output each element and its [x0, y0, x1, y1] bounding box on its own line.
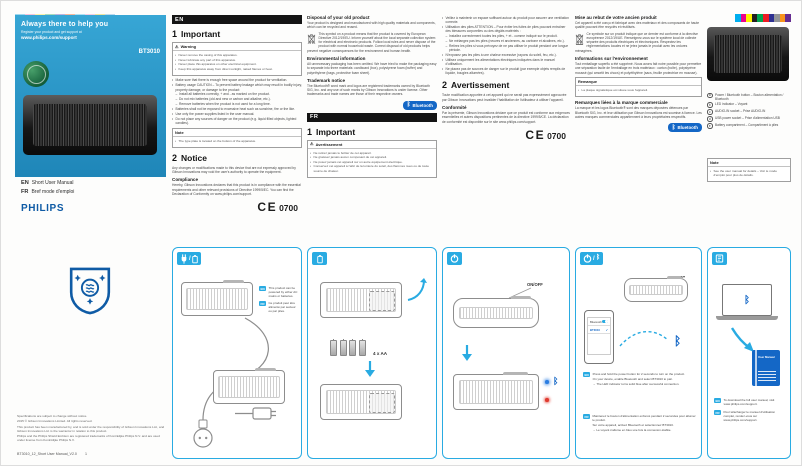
section-title: Notice — [181, 152, 207, 163]
aa-battery — [340, 340, 347, 356]
ce-letters: CE — [525, 127, 546, 142]
bluetooth-rune-icon: ᛒ — [671, 124, 676, 131]
lang-tag-en: EN — [715, 398, 720, 403]
cover-panel — [15, 15, 166, 455]
notice-paragraph-fr: Toute modification apportée à cet appareil qui ne serait pas expressément approuvée par Gibson Innovations peut invalider l'habilitation de l'utilisateur à utiliser l'appareil. — [442, 93, 567, 102]
manual-title-fr — [21, 189, 166, 195]
power-switch — [511, 296, 531, 299]
manual-title-en — [21, 180, 166, 186]
bullet-item: • Utilisez uniquement les alimentations électriques indiquées dans le manuel d'utilisation. — [442, 58, 570, 67]
note-box-header — [173, 129, 301, 137]
next-step-arrow — [459, 344, 475, 362]
warning-title: Warning — [180, 44, 197, 49]
disposal-paragraph-2-text: This symbol on a product means that the product is covered by European Directive 2012/19/EU. Inform yourself about the local separate collection system for electrical and electronic products. Follow local rules and never dispose of the product with normal household waste. Correct disposal of old products helps prevent negative consequences for the environment and human health. — [307, 31, 436, 53]
panel-battery-install — [307, 247, 437, 459]
note-title: Note — [710, 159, 719, 165]
remarque-title: Remarque — [578, 79, 598, 85]
warning-item: • Never remove the casing of this apparatus. — [175, 53, 299, 57]
environment-heading: Environmental information — [307, 55, 366, 61]
step-line: Maintenez le bouton d'alimentation enfoncé pendant 2 secondes pour allumer le produit. — [592, 414, 696, 423]
warning-box-fr — [307, 140, 437, 178]
environment-paragraph: All unnecessary packaging has been omitted. We have tried to make the packaging easy to separate into three materials: cardboard (box), polystyrene foam (buffer) and polyethylene (bags, protective foam sheet). — [307, 61, 437, 75]
speaker-grille — [186, 288, 248, 310]
step-text-fr — [714, 410, 786, 422]
paired-device-name: BT3010 — [590, 327, 600, 332]
warning-item: • Ne graissez jamais aucun composant de cet appareil. — [310, 155, 434, 159]
bullet-item: • N'exposez pas les piles à une chaleur excessive (rayons du soleil, feu, etc.). — [442, 53, 570, 57]
led-indicator-blue — [545, 380, 549, 384]
note-title: Note — [175, 129, 184, 135]
panel-header-icon — [312, 252, 327, 265]
power-button — [667, 276, 682, 279]
section-title: Avertissement — [451, 80, 510, 91]
speaker-front-illustration — [453, 374, 539, 410]
bullet-item: • Ne placez pas de sources de danger sur le produit (par exemple objets remplis de liquide, bougies allumées). — [442, 67, 570, 76]
warning-icon: ⚠ — [175, 43, 179, 49]
note-box-body — [708, 167, 790, 181]
legend-label: USB power socket – Prise d'alimentation USB — [715, 116, 780, 120]
legal-text-block — [17, 415, 165, 444]
slash-separator: / — [189, 255, 191, 262]
section-title: Important — [316, 126, 356, 137]
speaker-grille — [459, 380, 533, 403]
speaker-top-illustration — [624, 278, 688, 302]
overview-note-box — [707, 158, 791, 182]
badge-ring — [27, 65, 46, 84]
bullet-item: • Batteries shall not be exposed to excessive heat such as sunshine, fire or the like. — [172, 107, 302, 111]
warning-icon: ⚠ — [310, 141, 314, 147]
section-number: 1 — [172, 29, 178, 39]
cover-blue-block — [15, 15, 166, 177]
legend-key: a — [708, 93, 711, 98]
section-heading-avertissement — [442, 80, 570, 90]
bullet-item: – Installez correctement toutes les piles, + et - comme indiqué sur le produit. — [442, 34, 570, 38]
remarque-item: • La plaque signalétique est située sous l'appareil. — [578, 88, 699, 92]
philips-shield-emblem — [69, 267, 111, 320]
legend-key: d — [708, 116, 711, 121]
panel-header-icon — [712, 252, 727, 265]
panel-header-icon — [177, 252, 201, 265]
safety-bullets-en — [172, 78, 302, 125]
legend-item — [707, 93, 791, 101]
smartphone-illustration — [584, 310, 614, 364]
bluetooth-rune-icon: ᛒ — [674, 334, 682, 348]
ce-number: 0700 — [279, 203, 298, 214]
trademark-heading: Trademark notice — [307, 77, 346, 83]
battery-door — [369, 393, 395, 413]
lang-tag-fr: FR — [584, 414, 589, 419]
step-line: Sur votre appareil, activez Bluetooth et sélectionnez BT3010. — [592, 423, 674, 428]
speaker-back-illustration — [320, 384, 402, 420]
panel-header-icon — [447, 252, 462, 265]
document-code — [17, 452, 87, 456]
slash-separator: / — [593, 255, 595, 262]
remarque-box — [575, 77, 702, 97]
bluetooth-rune-icon: ᛒ — [744, 294, 750, 306]
legend-label: AUDIO-IN socket – Prise AUDIO-IN — [715, 109, 766, 113]
compliance-heading: Compliance — [172, 177, 199, 183]
column-en-important — [172, 15, 302, 239]
pairing-text-fr — [583, 414, 696, 433]
speaker-buttons — [255, 368, 276, 371]
bullet-item: • Use only the power supplies listed in the user manual. — [172, 112, 302, 116]
ce-letters: CE — [257, 200, 278, 215]
shield-icon — [69, 267, 111, 315]
speaker-buttons — [503, 372, 528, 375]
column-fr-avertissement — [442, 15, 570, 239]
legal-line: Philips and the Philips Shield Emblem are registered trademarks of Koninklijke Philips N.V. and are used under license from Koninklijke Philips N.V. — [17, 433, 160, 442]
step-text-en — [259, 286, 299, 298]
step-lines — [593, 372, 685, 387]
aa-battery — [349, 340, 356, 356]
page-number: 1 — [84, 452, 87, 456]
philips-wordmark: PHILIPS — [21, 203, 65, 214]
power-icon — [450, 254, 459, 263]
step-line: This product can be powered by either AC mains or batteries. — [268, 286, 298, 299]
disposal-paragraph-2 — [307, 32, 437, 53]
panel-header-icon — [580, 252, 603, 265]
environnement-heading: Informations sur l'environnement — [575, 55, 648, 61]
speaker-illustration — [181, 282, 253, 316]
legend-item — [707, 123, 791, 129]
legend-key: e — [708, 123, 711, 128]
register-text: Register your product and get support at — [21, 30, 82, 34]
led-indicator-red — [545, 398, 549, 402]
step-lines — [593, 414, 697, 433]
step-line: → The LED indicator turns solid blue after successful connection. — [592, 382, 680, 387]
bullet-item: – Install all batteries correctly, + and - as marked on the product. — [172, 92, 302, 96]
legend-item — [707, 102, 791, 108]
rebut-heading: Mise au rebut de votre ancien produit — [575, 15, 657, 20]
bullet-item: – Ne mélangez pas les piles (neuves et anciennes, au carbone et alcalines, etc.). — [442, 39, 570, 43]
bullet-item: • Do not place any sources of danger on the product (e.g. liquid filled objects, lighted candles). — [172, 117, 302, 126]
section-number: 2 — [442, 80, 448, 91]
panel-power-source — [172, 247, 302, 459]
bluetooth-toggle — [602, 320, 608, 323]
warning-box-body — [173, 51, 301, 75]
bluetooth-wordmark: Bluetooth — [677, 125, 698, 131]
step-text-fr — [259, 301, 299, 313]
panel-power-on — [442, 247, 570, 459]
weee-bin-icon — [307, 33, 316, 45]
step-line: To download the full user manual, visit www.philips.com/support. — [723, 398, 775, 407]
pairing-waves — [618, 322, 670, 352]
bluetooth-badge — [403, 101, 437, 110]
step-line: Ce produit peut être alimenté par secteur ou par piles. — [268, 301, 296, 314]
weee-bin-icon — [575, 33, 584, 45]
book-pages — [758, 371, 776, 381]
warning-box-body — [308, 149, 436, 177]
section-number: 2 — [172, 152, 178, 163]
note-item: • See the user manual for details – Voir le mode d'emploi pour plus de détails. — [710, 169, 788, 177]
insert-arrow — [362, 360, 378, 378]
support-url: www.philips.com/support — [21, 35, 77, 40]
section-title: Important — [181, 29, 221, 39]
product-render-speaker — [707, 27, 789, 81]
speaker-buttons — [223, 280, 244, 283]
cover-tagline: Always there to help you — [21, 21, 109, 28]
warning-box-en — [172, 42, 302, 76]
step-line: Pour télécharger le manuel d'utilisation complet, rendez-vous sur www.philips.com/support. — [723, 410, 776, 423]
book-spine — [755, 350, 757, 386]
laptop-base — [716, 316, 778, 320]
battery-count-label: 4 x AA — [373, 351, 388, 356]
phone-device-row — [588, 326, 610, 334]
language-tab-fr: FR — [307, 113, 437, 122]
pairing-text-en — [583, 372, 696, 387]
ce-number: 0700 — [547, 130, 566, 141]
notice-paragraph-en: Any changes or modifications made to this device that are not expressly approved by Gibson Innovations may void the user's authority to operate the equipment. — [172, 165, 296, 175]
legend-item — [707, 109, 791, 115]
speaker-back-illustration — [320, 282, 402, 318]
compliance-paragraph: Hereby, Gibson Innovations declares that this product is in compliance with the essential requirements and other relevant provisions of Directive 1999/5/EC. You can find the Declaration of Conformity on www.philips.com/support. — [172, 183, 301, 196]
battery-icon — [317, 254, 323, 264]
ce-mark-en — [172, 200, 298, 214]
legend-label: Power / Bluetooth button – Bouton alimentation / Bluetooth — [715, 92, 784, 101]
conformite-paragraph: Par la présente, Gibson Innovations déclare que ce produit est conforme aux exigences essentielles et autres dispositions pertinentes de la directive 1999/5/CE. La déclaration de conformité est disponible sur le site www.philips.com/support. — [442, 110, 570, 124]
user-manual-label: User Manual — [758, 355, 775, 359]
safety-bullets-fr — [442, 16, 570, 76]
bluetooth-rune-icon: ᛒ — [406, 102, 411, 109]
step-text-fr — [583, 414, 696, 433]
section-number: 1 — [307, 126, 313, 137]
legal-line: This product has been manufactured by, and is sold under the responsibility of Gibson Innovations Ltd., and Gibson Innovations Ltd. is the warrantor in relation to this product. — [17, 424, 165, 433]
step-text-en — [583, 372, 696, 387]
bluetooth-setting-label: Bluetooth — [590, 319, 602, 324]
disposal-heading: Disposal of your old product — [307, 15, 370, 20]
battery-icon — [192, 254, 198, 264]
legal-line: Specifications are subject to change without notice. — [17, 414, 88, 418]
section-heading-notice-en — [172, 153, 302, 163]
lang-tag-fr: FR — [715, 410, 720, 415]
warning-box-header — [308, 141, 436, 149]
rebut-paragraph-2 — [575, 32, 702, 53]
warning-item: • Conservez cet appareil à l'abri de la lumière du soleil, des flammes nues ou de toute source de chaleur. — [310, 164, 434, 172]
ce-mark-fr — [442, 128, 566, 142]
column-fr-rebut — [575, 15, 702, 239]
lang-tag-en: EN — [584, 372, 589, 377]
speaker-grille — [629, 285, 684, 295]
bullet-item: • Battery usage CAUTION – To prevent battery leakage which may result in bodily injury, property damage, or damage to the product: — [172, 83, 302, 92]
marque-paragraph: La marque et les logos Bluetooth® sont des marques déposées détenues par Bluetooth SIG, Inc. et leur utilisation par Gibson Innovations est soumise à licence. Les autres marques commerciales appartiennent à leurs propriétaires respectifs. — [575, 106, 702, 119]
lang-code-en: EN — [21, 180, 29, 186]
speaker-illustration — [213, 370, 285, 404]
phone-screen — [587, 317, 611, 355]
warning-title: Avertissement — [315, 141, 343, 147]
manual-text-en — [714, 398, 786, 422]
speaker-grille — [714, 35, 782, 73]
aa-battery — [330, 340, 337, 356]
column-product-overview — [707, 15, 791, 239]
bluetooth-rune-icon: ᛒ — [596, 254, 601, 262]
section-heading-important-fr — [307, 127, 437, 137]
language-tab-en: EN — [172, 15, 302, 24]
phone-bluetooth-row — [588, 318, 610, 326]
step-line: → Le voyant s'allume en bleu une fois la connexion établie. — [592, 428, 672, 433]
lang-tag-fr: FR — [260, 301, 265, 306]
note-box-en — [172, 128, 302, 148]
disposal-paragraph-1: Your product is designed and manufactured with high quality materials and components, which can be recycled and reused. — [307, 21, 436, 30]
note-box-header — [708, 159, 790, 167]
bluetooth-rune-icon: ᛒ — [553, 376, 559, 386]
panel-bluetooth-pairing — [575, 247, 702, 459]
step-text-en — [714, 398, 786, 406]
onoff-label: ON/OFF — [527, 282, 543, 287]
step-line: Press and hold the power button for 2 seconds to turn on the product. — [592, 372, 685, 376]
conformite-heading: Conformité — [442, 104, 467, 110]
lang-code-fr: FR — [21, 189, 29, 195]
power-step-text — [259, 286, 299, 313]
speaker-grille — [33, 104, 147, 146]
warning-item: • Ne retirez jamais le boîtier de cet appareil. — [310, 151, 434, 155]
user-manual-book-icon — [752, 350, 780, 386]
warning-item: • Never place this apparatus on other electrical equipment. — [175, 62, 299, 66]
warning-item: • Ne posez jamais cet appareil sur un autre équipement électrique. — [310, 160, 434, 164]
bluetooth-badge — [668, 123, 702, 132]
battery-door — [369, 291, 395, 311]
model-number: BT3010 — [138, 49, 160, 55]
warning-box-header — [173, 43, 301, 51]
section-heading-important-en — [172, 29, 302, 39]
plug-icon — [180, 254, 188, 264]
legend-label: Battery compartment – Compartiment à piles — [715, 123, 779, 127]
doc-code-text: BT3010_12_Short User Manual_V2.0 — [17, 452, 77, 456]
open-door-arrow — [404, 276, 432, 306]
rebut-paragraph-1: Cet appareil a été conçu et fabriqué avec des matériaux et des composants de haute qualité pouvant être recyclés et réutilisés. — [575, 21, 700, 30]
bullet-item: – Do not mix batteries (old and new or carbon and alkaline, etc.). — [172, 97, 302, 101]
product-photo-speaker — [23, 95, 157, 155]
legend-key: c — [708, 109, 711, 114]
legend-item — [707, 116, 791, 122]
manual-title-fr-text: Bref mode d'emploi — [31, 189, 75, 195]
laptop-screen — [722, 284, 772, 316]
rebut-paragraph-2-text: Ce symbole sur un produit indique que ce dernier est conforme à la directive européenne 2012/19/UE. Renseignez-vous sur le système local de collecte séparée des produits électriques et électroniques. Respectez les réglementations locales et ne jetez jamais le produit avec les ordures ménagères. — [575, 31, 698, 53]
legal-line: 2015 © Gibson Innovations Limited. All rights reserved. — [17, 419, 93, 424]
power-icon — [583, 254, 592, 263]
legend-key: b — [708, 102, 711, 107]
remarque-box-header — [576, 78, 701, 86]
bullet-item: • Veillez à maintenir un espace suffisant autour du produit pour assurer une ventilation correcte. — [442, 16, 570, 25]
warning-item: • Never lubricate any part of this apparatus. — [175, 58, 299, 62]
panel-user-manual-download — [707, 247, 791, 459]
bluetooth-wordmark: Bluetooth — [412, 102, 433, 108]
step-line: On your device, enable Bluetooth and select BT3010 to pair. — [592, 377, 673, 382]
lang-tag-en: EN — [260, 286, 265, 291]
note-box-body — [173, 137, 301, 147]
overview-legend — [707, 91, 791, 130]
check-icon: ✓ — [605, 327, 608, 332]
bullet-item: – Retirez les piles si vous prévoyez de ne pas utiliser le produit pendant une longue période. — [442, 44, 570, 53]
note-item: • The type plate is located on the bottom of the apparatus. — [175, 139, 299, 143]
environnement-paragraph: Tout emballage superflu a été supprimé. Nous avons fait notre possible pour permettre une séparation facile de l'emballage en trois matériaux : carton (boîte), polystyrène moussé (qui amortit les chocs) et polyéthylène (sacs, feuille protectrice en mousse). — [575, 61, 702, 75]
aa-battery — [359, 340, 366, 356]
remarque-box-body — [576, 86, 701, 96]
bullet-item: • Utilisation des piles ATTENTION – Pour éviter les fuites de piles pouvant entraîner des blessures corporelles ou des dégâts matériels : — [442, 25, 570, 34]
column-en-disposal-fr-important — [307, 15, 437, 239]
manual-title-en-text: Short User Manual — [31, 180, 74, 186]
trademark-paragraph: The Bluetooth® word mark and logos are registered trademarks owned by Bluetooth SIG, Inc. and any use of such marks by Gibson Innovations is under license. Other trademarks and trade names are those of their respective owners. — [307, 83, 431, 97]
bullet-item: • Make sure that there is enough free space around the product for ventilation. — [172, 78, 302, 82]
speaker-grille — [459, 307, 533, 319]
book-icon — [715, 254, 724, 263]
speaker-grille — [218, 376, 280, 398]
legend-label: LED indicator – Voyant — [715, 102, 748, 106]
warning-item: • Keep this apparatus away from direct sunlight, naked flames or heat. — [175, 67, 299, 71]
speaker-top-illustration — [453, 298, 539, 328]
marque-heading: Remarques liées à la marque commerciale — [575, 100, 668, 106]
bullet-item: – Remove batteries when the product is not used for a long time. — [172, 102, 302, 106]
battery-row — [330, 340, 387, 356]
cover-quality-badge — [23, 61, 49, 87]
